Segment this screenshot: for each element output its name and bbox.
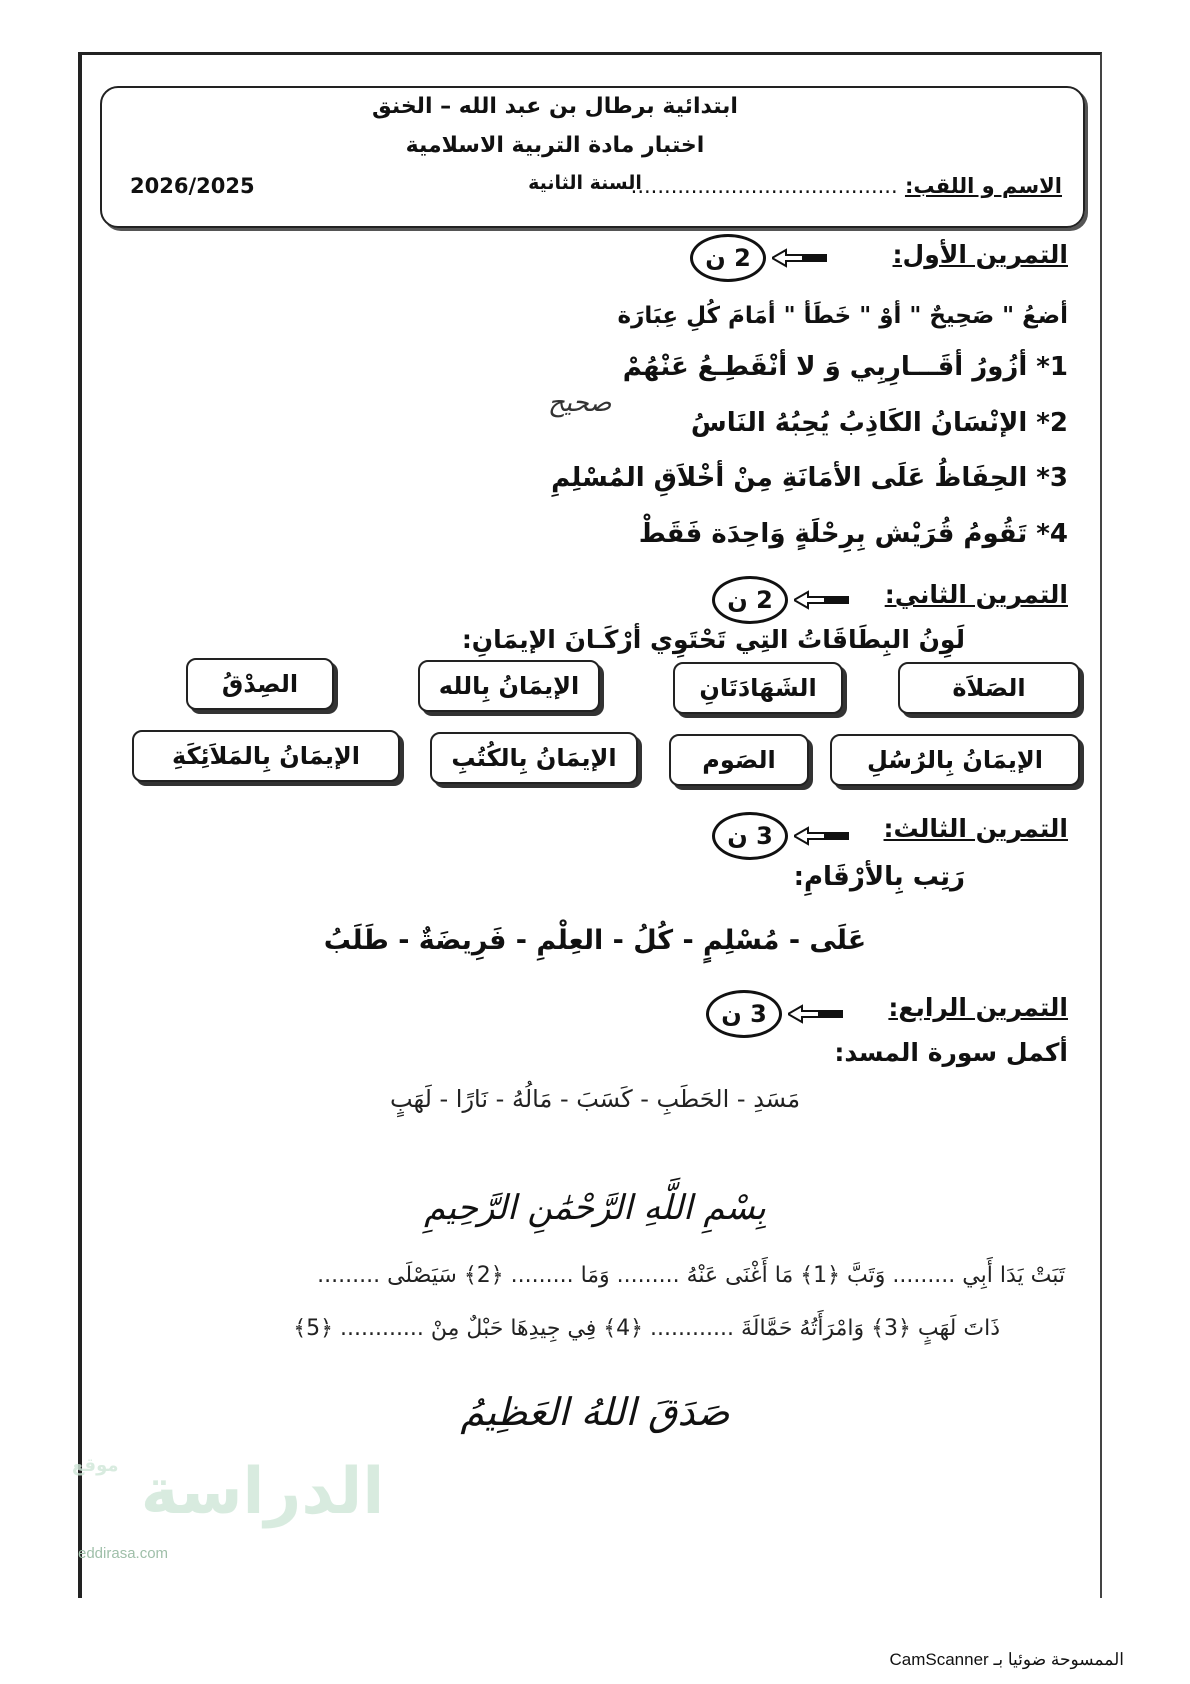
basmala: بِسْمِ اللَّهِ الرَّحْمَٰنِ الرَّحِيمِ [424,1188,766,1228]
closing-phrase: صَدَقَ اللهُ العَظِيمُ [460,1390,730,1434]
ex1-statement-3: 3* الحِفَاظُ عَلَى الأمَانَةِ مِنْ أخْلاَقِ المُسْلِمِ [551,463,1068,493]
watermark-small: موقع [72,1455,119,1476]
ex1-title-text: التمرين الأول: [892,240,1068,269]
ex1-statement-1: 1* أزُورُ أقَـــارِبِي وَ لا أنْقَطِـعُ عَنْهُمْ [622,352,1068,382]
school-year: 2026/2025 [130,174,255,198]
ex3-title [884,814,1068,843]
scanner-footer: الممسوحة ضوئيا بـ CamScanner [889,1650,1124,1669]
ex3-word-list: عَلَى - مُسْلِمٍ - كُلُ - العِلْمِ - فَرِيضَةٌ - طَلَبُ [323,925,867,956]
arrow-icon [772,248,827,268]
ex3-score: 3 ن [712,812,788,860]
arrow-icon [788,1004,843,1024]
ex3-score-group [712,812,849,860]
handwritten-answer [548,388,612,418]
card-iman-birusul[interactable]: الإيمَانُ بِالرُسُلِ [830,734,1080,786]
ex2-title [885,580,1068,609]
arrow-icon [794,590,849,610]
card-sidq[interactable]: الصِدْقُ [186,658,334,710]
card-salah[interactable]: الصَلاَة [898,662,1080,714]
ex1-statement-4: 4* تَقُومُ قُرَيْش بِرِحْلَةٍ وَاحِدَة فَقَطْ [638,519,1068,549]
arrow-icon [794,826,849,846]
name-dots: ........................................ [630,174,898,198]
card-sawm[interactable]: الصَوم [669,734,809,786]
ex4-word-list: مَسَدِ - الحَطَبِ - كَسَبَ - مَالُهُ - نَارًا - لَهَبٍ [389,1085,801,1113]
ex1-instruction: أضعُ " صَحِيحٌ " أوْ " خَطَأ " أمَامَ كُلِ عِبَارَة [617,303,1068,329]
ex3-instruction: رَتِب بِالأرْقَامِ: [793,862,965,892]
ex2-instruction: لَوِنُ البِطَاقَاتُ التِي تَحْتَوِي أرْكَـانَ الإيمَانِ: [461,625,965,654]
verse-line-2: ذَاتَ لَهَبٍ ﴿3﴾ وَامْرَأَتُهُ حَمَّالَةَ ............ ﴿4﴾ فِي جِيدِهَا حَبْلٌ مِنْ ............ ﴿5﴾ [293,1316,1000,1341]
school-name: ابتدائية برطال بن عبد الله – الخنق [372,94,738,119]
handwritten-answer-text: صحيح [548,388,612,418]
watermark-site: eddirasa.com [78,1545,169,1562]
ex4-title [888,993,1068,1022]
ex4-instruction: أكمل سورة المسد: [834,1038,1068,1067]
card-iman-bilkutub[interactable]: الإيمَانُ بِالكُتُبِ [430,732,638,784]
card-shahadatan[interactable]: الشَهَادَتَانِ [673,662,843,714]
ex3-title-text: التمرين الثالث: [883,814,1068,843]
ex4-score: 3 ن [706,990,782,1038]
ex2-score-group [712,576,849,624]
card-iman-bilmalaika[interactable]: الإيمَانُ بِالمَلاَئِكَةِ [132,730,400,782]
ex1-score-group [690,234,827,282]
exam-subject: اختبار مادة التربية الاسلامية [405,133,705,158]
ex2-title-text: التمرين الثاني: [884,580,1068,609]
ex1-title [893,240,1068,269]
watermark-logo [72,1455,384,1529]
name-field[interactable] [631,174,1062,198]
grade-label: السنة الثانية [528,172,642,194]
ex4-score-group [706,990,843,1038]
ex4-title-text: التمرين الرابع: [888,993,1068,1022]
ex1-score: 2 ن [690,234,766,282]
ex1-statement-2: 2* الإنْسَانُ الكَاذِبُ يُحِبُهُ النَاسُ [690,408,1068,438]
verse-line-1: تَبَتْ يَدَا أَبِي ......... وَتَبَّ ﴿1﴾ مَا أَغْنَى عَنْهُ ......... وَمَا ......... ﴿2﴾ سَيَصْلَى ......... [317,1263,1065,1288]
name-label: الاسم و اللقب: [904,174,1062,198]
watermark-text: الدراسة [140,1455,385,1529]
card-iman-billah[interactable]: الإيمَانُ بِالله [418,660,600,712]
ex2-score: 2 ن [712,576,788,624]
